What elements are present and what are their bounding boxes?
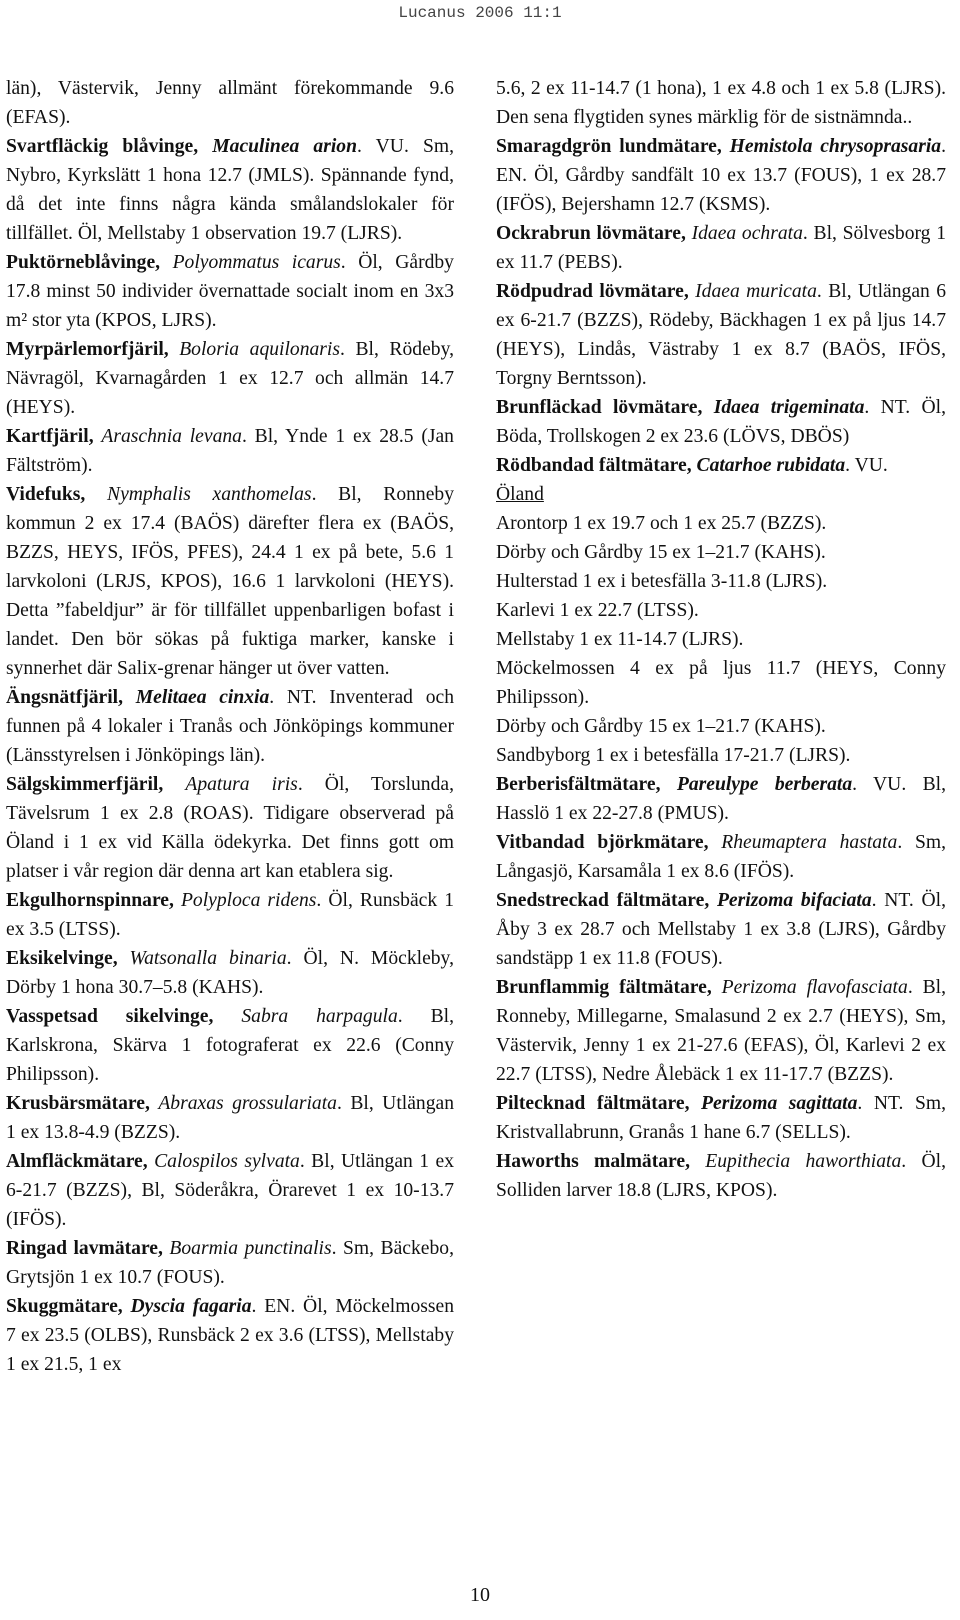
entry-text: . VU. (845, 455, 888, 476)
common-name: Piltecknad fältmätare, (496, 1093, 702, 1114)
common-name: Sälgskimmerfjäril, (6, 774, 186, 795)
scientific-name: Eupithecia haworthiata (705, 1151, 902, 1172)
common-name: Vasspetsad sikelvinge, (6, 1006, 242, 1027)
species-entry (496, 74, 946, 132)
left-column (6, 74, 454, 1379)
common-name: Eksikelvinge, (6, 948, 130, 969)
species-entry (496, 741, 946, 770)
species-entry (496, 654, 946, 712)
entry-text: Arontorp 1 ex 19.7 och 1 ex 25.7 (BZZS). (496, 513, 827, 534)
common-name: Snedstreckad fältmätare, (496, 890, 717, 911)
species-entry (6, 132, 454, 248)
entry-text: . Bl, Ronneby kommun 2 ex 17.4 (BAÖS) därefter flera ex (BAÖS, BZZS, HEYS, IFÖS, PFES), 24.4 1 ex på bete, 5.6 1 larvkoloni (LRJS, KPOS), 16.6 1 larvkoloni (HEYS). Detta ”fabeldjur” är för tillfället uppenbarligen bofast i landet. Den bör sökas på fuktiga marker, kanske i synnerhet där Salix-grenar hänger ut över vatten. (6, 484, 455, 679)
scientific-name: Apatura iris (185, 774, 298, 795)
entry-text: . Sm, Bäckebo, Grytsjön 1 ex 10.7 (FOUS). (6, 1238, 454, 1288)
common-name: Videfuks, (6, 484, 107, 505)
scientific-name: Idaea trigeminata (713, 397, 865, 418)
entry-text: . Öl, Solliden larver 18.8 (LJRS, KPOS). (496, 1151, 946, 1201)
species-entry (496, 625, 946, 654)
entry-text: . Bl, Utlängan 1 ex 13.8-4.9 (BZZS). (6, 1093, 454, 1143)
common-name: Brunflammig fältmätare, (496, 977, 722, 998)
species-entry (6, 944, 454, 1002)
entry-text: . Öl, Torslunda, Tävelsrum 1 ex 2.8 (ROAS). Tidigare observerad på Öland i 1 ex vid Källa ödekyrka. Det finns gott om platser i vår region där denna art kan etablera sig. (6, 774, 454, 882)
entry-text: . NT. Öl, Böda, Trollskogen 2 ex 23.6 (LÖVS, DBÖS) (496, 397, 946, 447)
entry-text: Sandbyborg 1 ex i betesfälla 17-21.7 (LJRS). (496, 745, 851, 766)
species-entry (6, 1147, 454, 1234)
common-name: Skuggmätare, (6, 1296, 131, 1317)
common-name: Ringad lavmätare, (6, 1238, 170, 1259)
species-entry (6, 1234, 454, 1292)
common-name: Myrpärlemorfjäril, (6, 339, 180, 360)
region-heading: Öland (496, 484, 544, 505)
common-name: Rödbandad fältmätare, (496, 455, 697, 476)
scientific-name: Hemistola chrysoprasaria (729, 136, 942, 157)
common-name: Brunfläckad lövmätare, (496, 397, 714, 418)
entry-text: . Bl, Ynde 1 ex 28.5 (Jan Fältström). (6, 426, 454, 476)
entry-text: Karlevi 1 ex 22.7 (LTSS). (496, 600, 699, 621)
scientific-name: Sabra harpagula (241, 1006, 398, 1027)
common-name: Krusbärsmätare, (6, 1093, 159, 1114)
common-name: Rödpudrad lövmätare, (496, 281, 696, 302)
scientific-name: Abraxas grossulariata (158, 1093, 337, 1114)
common-name: Haworths malmätare, (496, 1151, 706, 1172)
species-entry (496, 1147, 946, 1205)
scientific-name: Idaea ochrata (691, 223, 803, 244)
entry-text: . Bl, Ronneby, Millegarne, Smalasund 2 ex 2.7 (HEYS), Sm, Västervik, Jenny 1 ex 21-27.6 (EFAS), Öl, Karlevi 2 ex 22.7 (LTSS), Nedre Ålebäck 1 ex 11-17.7 (BZZS). (496, 977, 946, 1085)
species-entry (496, 596, 946, 625)
right-column (496, 74, 946, 1205)
entry-text: . Bl, Utlängan 1 ex 6-21.7 (BZZS), Bl, Söderåkra, Örarevet 1 ex 10-13.7 (IFÖS). (6, 1151, 454, 1230)
scientific-name: Perizoma bifaciata (716, 890, 872, 911)
species-entry (6, 683, 454, 770)
scientific-name: Boarmia punctinalis (169, 1238, 332, 1259)
entry-text: . Bl, Sölvesborg 1 ex 11.7 (PEBS). (496, 223, 946, 273)
common-name: Ängsnätfjäril, (6, 687, 136, 708)
entry-text: Hulterstad 1 ex i betesfälla 3-11.8 (LJRS). (496, 571, 828, 592)
common-name: Smaragdgrön lundmätare, (496, 136, 730, 157)
common-name: Almfläckmätare, (6, 1151, 155, 1172)
scientific-name: Maculinea arion (212, 136, 357, 157)
scientific-name: Idaea muricata (695, 281, 817, 302)
entry-text: . Öl, Gårdby 17.8 minst 50 individer övernattade socialt inom en 3x3 m² stor yta (KPOS, LJRS). (6, 252, 454, 331)
entry-text: . VU. Sm, Nybro, Kyrkslätt 1 hona 12.7 (JMLS). Spännande fynd, då det inte finns några kända smålandslokaler för tillfället. Öl, Mellstaby 1 observation 19.7 (LJRS). (6, 136, 454, 244)
entry-text: 5.6, 2 ex 11-14.7 (1 hona), 1 ex 4.8 och 1 ex 5.8 (LJRS). Den sena flygtiden synes märklig för de sistnämnda.. (496, 78, 946, 128)
species-entry (6, 74, 454, 132)
scientific-name: Rheumaptera hastata (721, 832, 898, 853)
scientific-name: Boloria aquilonaris (179, 339, 341, 360)
species-entry (6, 480, 454, 683)
entry-text: . Öl, N. Möckleby, Dörby 1 hona 30.7–5.8 (KAHS). (6, 948, 454, 998)
species-entry (6, 770, 454, 886)
species-entry (496, 712, 946, 741)
species-entry (496, 132, 946, 219)
scientific-name: Calospilos sylvata (154, 1151, 300, 1172)
scientific-name: Pareulype berberata (676, 774, 853, 795)
species-entry (496, 219, 946, 277)
species-entry (6, 886, 454, 944)
common-name: Kartfjäril, (6, 426, 102, 447)
entry-text: . EN. Öl, Gårdby sandfält 10 ex 13.7 (FOUS), 1 ex 28.7 (IFÖS), Bejershamn 12.7 (KSMS). (496, 136, 946, 215)
scientific-name: Nymphalis xanthomelas (107, 484, 312, 505)
species-entry (6, 1002, 454, 1089)
scientific-name: Catarhoe rubidata (696, 455, 846, 476)
species-entry (496, 509, 946, 538)
species-entry (496, 393, 946, 451)
common-name: Svartfläckig blåvinge, (6, 136, 213, 157)
scientific-name: Watsonalla binaria (129, 948, 287, 969)
common-name: Ekgulhornspinnare, (6, 890, 181, 911)
entry-text: . Bl, Rödeby, Nävragöl, Kvarnagården 1 ex 12.7 och allmän 14.7 (HEYS). (6, 339, 455, 418)
entry-text: . NT. Sm, Kristvallabrunn, Granås 1 hane 6.7 (SELLS). (496, 1093, 946, 1143)
scientific-name: Perizoma flavofasciata (721, 977, 908, 998)
species-entry (6, 1292, 454, 1379)
species-entry (496, 886, 946, 973)
entry-text: län), Västervik, Jenny allmänt förekommande 9.6 (EFAS). (6, 78, 454, 128)
species-entry (6, 248, 454, 335)
entry-text: . EN. Öl, Möckelmossen 7 ex 23.5 (OLBS), Runsbäck 2 ex 3.6 (LTSS), Mellstaby 1 ex 21.5, 1 ex (6, 1296, 454, 1375)
species-entry (496, 567, 946, 596)
entry-text: Dörby och Gårdby 15 ex 1–21.7 (KAHS). (496, 716, 826, 737)
entry-text: . NT. Öl, Åby 3 ex 28.7 och Mellstaby 1 ex 3.8 (LJRS), Gårdby sandstäpp 1 ex 11.8 (FOUS). (496, 890, 946, 969)
entry-text: Dörby och Gårdby 15 ex 1–21.7 (KAHS). (496, 542, 826, 563)
scientific-name: Dyscia fagaria (130, 1296, 252, 1317)
species-entry (496, 973, 946, 1089)
scientific-name: Araschnia levana (101, 426, 242, 447)
common-name: Ockrabrun lövmätare, (496, 223, 692, 244)
entry-text: . Sm, Långasjö, Karsamåla 1 ex 8.6 (IFÖS). (496, 832, 947, 882)
entry-text: . VU. Bl, Hasslö 1 ex 22-27.8 (PMUS). (496, 774, 947, 824)
entry-text: Mellstaby 1 ex 11-14.7 (LJRS). (496, 629, 744, 650)
scientific-name: Melitaea cinxia (135, 687, 270, 708)
species-entry (496, 480, 946, 509)
entry-text: . Bl, Utlängan 6 ex 6-21.7 (BZZS), Rödeby, Bäckhagen 1 ex på ljus 14.7 (HEYS), Lindås, Västraby 1 ex 8.7 (BAÖS, IFÖS, Torgny Berntsson). (496, 281, 947, 389)
running-header: Lucanus 2006 11:1 (398, 4, 562, 22)
scientific-name: Perizoma sagittata (701, 1093, 858, 1114)
species-entry (6, 1089, 454, 1147)
scientific-name: Polyommatus icarus (172, 252, 341, 273)
species-entry (496, 451, 946, 480)
scientific-name: Polyploca ridens (180, 890, 317, 911)
species-entry (496, 828, 946, 886)
entry-text: Möckelmossen 4 ex på ljus 11.7 (HEYS, Conny Philipsson). (496, 658, 946, 708)
common-name: Berberisfältmätare, (496, 774, 677, 795)
page-number: 10 (470, 1584, 490, 1606)
common-name: Vitbandad björkmätare, (496, 832, 722, 853)
entry-text: . NT. Inventerad och funnen på 4 lokaler i Tranås och Jönköpings kommuner (Länsstyrelsen i Jönköpings län). (6, 687, 454, 766)
common-name: Puktörneblåvinge, (6, 252, 173, 273)
entry-text: . Öl, Runsbäck 1 ex 3.5 (LTSS). (6, 890, 454, 940)
species-entry (496, 538, 946, 567)
species-entry (496, 770, 946, 828)
entry-text: . Bl, Karlskrona, Skärva 1 fotograferat ex 22.6 (Conny Philipsson). (6, 1006, 454, 1085)
species-entry (6, 335, 454, 422)
species-entry (496, 277, 946, 393)
species-entry (496, 1089, 946, 1147)
species-entry (6, 422, 454, 480)
